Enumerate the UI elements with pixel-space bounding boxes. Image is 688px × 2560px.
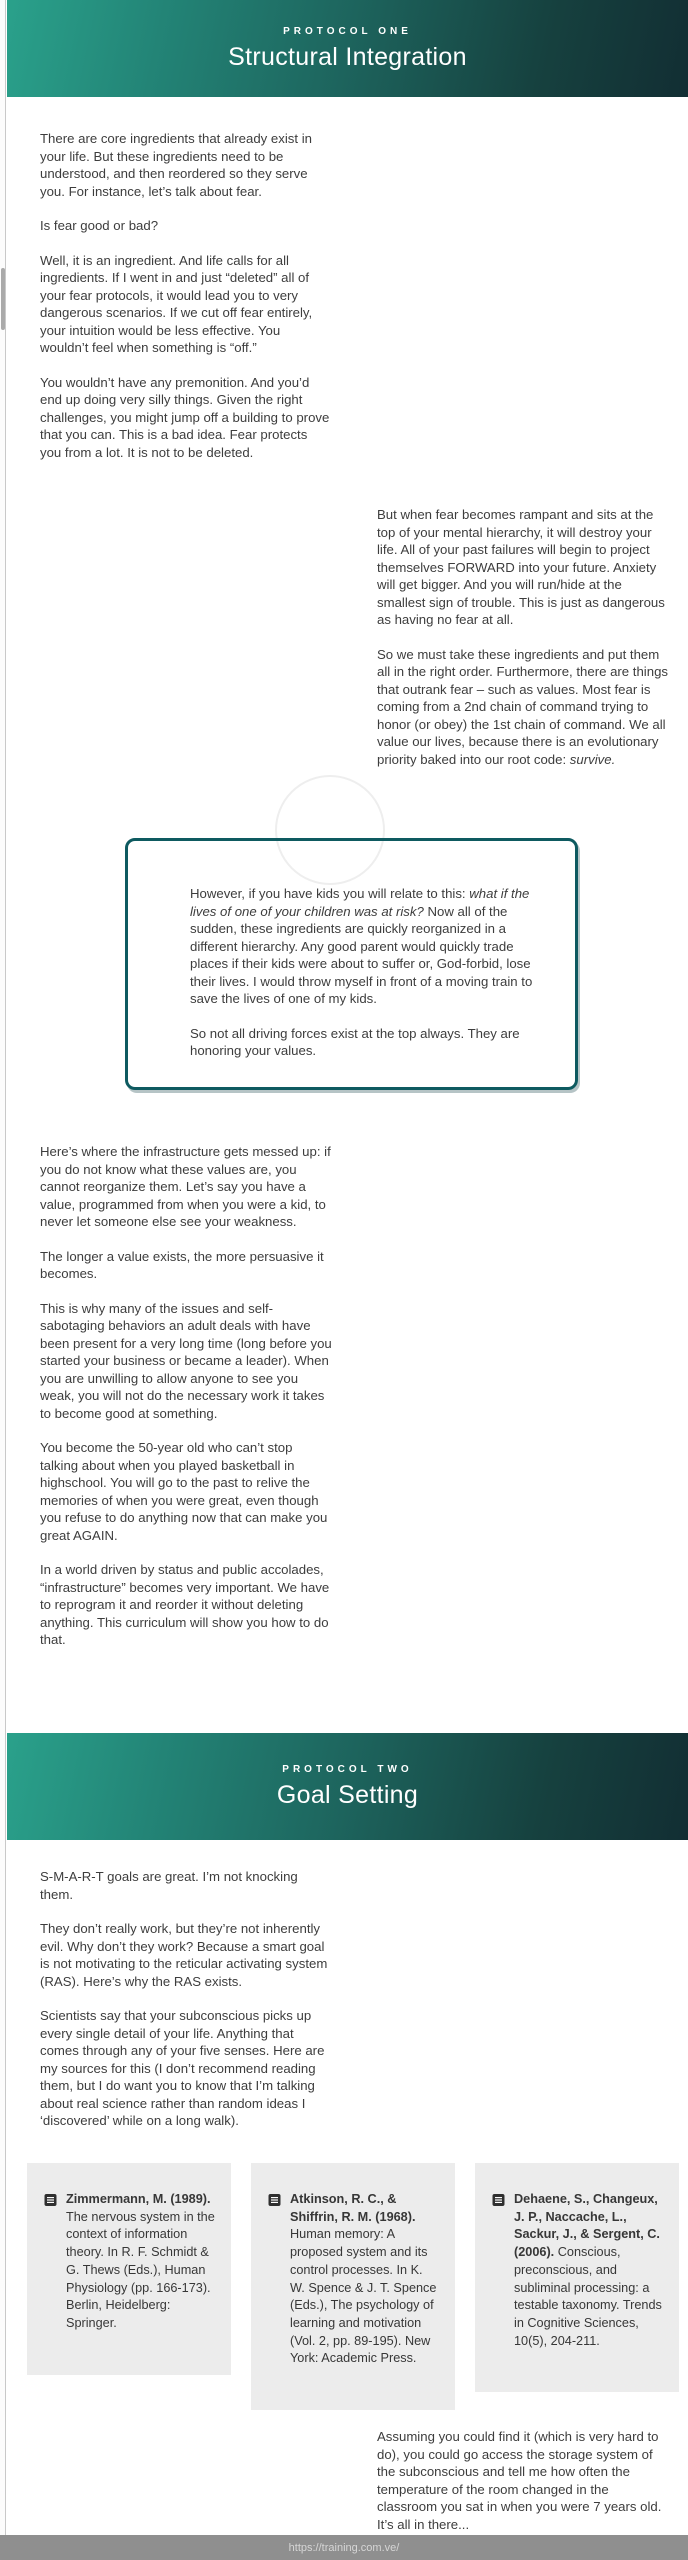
citation-text	[514, 2191, 664, 2350]
paragraph: Assuming you could find it (which is very hard to do), you could go access the storage system of the subconscious and tell me how often the temperature of the room changed in the classroom you sat in when you were 7 years old. It’s all in there...	[377, 2429, 662, 2532]
paragraph: Well, it is an ingredient. And life calls for all ingredients. If I went in and just “deleted” all of your fear protocols, it would lead you to very dangerous scenarios. If we cut off fear entirely, your intuition would be less effective. You wouldn’t feel when something is “off.”	[40, 252, 313, 355]
paragraph: The longer a value exists, the more persuasive it becomes.	[40, 1248, 324, 1281]
book-icon	[268, 2193, 281, 2207]
paragraph-text: So we must take these ingredients and put them all in the right order. Furthermore, there are things that outrank fear – such as values. Most fear is coming from a 2nd chain of command trying to honor (or obey) the 1st chain of command. We all value our lives, because there is an evolutionary priority baked into our root code:	[377, 646, 669, 767]
paragraph: You become the 50-year old who can’t stop talking about when you played basketball in highschool. You will go to the past to relive the memories of when you were great, even though you refuse to do anything now that can make you great AGAIN.	[40, 1440, 328, 1543]
paragraph: S-M-A-R-T goals are great. I’m not knocking them.	[40, 1869, 298, 1902]
paragraph: Here’s where the infrastructure gets messed up: if you do not know what these values are, you cannot reorganize them. Let’s say you have a value, programmed from when you were a kid, to never let someone else see your weakness.	[40, 1144, 331, 1229]
citation-card	[27, 2163, 231, 2375]
paragraph-text: However, if you have kids you will relate to this:	[190, 886, 470, 901]
paragraph: In a world driven by status and public accolades, “infrastructure” becomes very important. We have to reprogram it and reorder it without deleting anything. This curriculum will show you how to do that.	[40, 1562, 330, 1647]
citation-authors: Atkinson, R. C., & Shiffrin, R. M. (1968).	[290, 2192, 416, 2224]
citation-body: Human memory: A proposed system and its control processes. In K. W. Spence & J. T. Spence (Eds.), The psychology of learning and motivation (Vol. 2, pp. 89-195). New York: Academic Press.	[290, 2227, 437, 2366]
citation-text	[290, 2191, 440, 2368]
book-icon	[44, 2193, 57, 2207]
scrollbar-thumb[interactable]	[1, 268, 5, 330]
citation-text	[66, 2191, 216, 2333]
section-title: Structural Integration	[228, 42, 467, 71]
paragraph: You wouldn’t have any premonition. And you’d end up doing very silly things. Given the right challenges, you might jump off a building to prove that you can. This is a bad idea. Fear protects you from a lot. It is not to be deleted.	[40, 374, 330, 460]
citation-authors: Zimmermann, M. (1989).	[66, 2192, 211, 2206]
emphasis-text: survive.	[569, 751, 616, 767]
citation-body: Conscious, preconscious, and subliminal processing: a testable taxonomy. Trends in Cognitive Sciences, 10(5), 204-211.	[514, 2245, 662, 2348]
footer-url: https://training.com.ve/	[288, 2541, 400, 2554]
paragraph-text: Now all of the sudden, these ingredients are quickly reorganized in a different hierarchy. Any good parent would quickly trade places if their kids were about to suffer or, God-forbid, lose their lives. I would throw myself in front of a moving train to save the lives of one of my kids.	[190, 903, 533, 1006]
book-icon	[492, 2193, 505, 2207]
paragraph	[377, 646, 668, 769]
section-title: Goal Setting	[276, 1780, 419, 1809]
section-header-protocol-one	[7, 0, 688, 97]
protocol-one-intro	[40, 130, 332, 478]
protocol-one-right-column	[377, 506, 668, 785]
citation-cards	[27, 2163, 679, 2410]
protocol-two-closing	[377, 2428, 668, 2550]
scrollbar-track	[0, 0, 6, 2560]
paragraph: Scientists say that your subconscious picks up every single detail of your life. Anything that comes through any of your five senses. Here are my sources for this (I don’t recommend reading them, but I do want you to know that I’m talking about real science rather than random ideas I ‘discovered’ while on a long walk).	[40, 2008, 325, 2128]
citation-card	[475, 2163, 679, 2392]
callout-paragraph	[190, 885, 549, 1008]
paragraph: There are core ingredients that already exist in your life. But these ingredients need to be understood, and then reordered so they serve you. For instance, let’s talk about fear.	[40, 131, 312, 199]
citation-card	[251, 2163, 455, 2410]
section-header-protocol-two	[7, 1733, 688, 1840]
callout-paragraph: So not all driving forces exist at the top always. They are honoring your values.	[190, 1025, 520, 1058]
paragraph: Is fear good or bad?	[40, 218, 159, 233]
callout-box	[125, 838, 578, 1090]
section-kicker: PROTOCOL TWO	[282, 1763, 413, 1775]
emphasis-text: what if the lives of one of your children was at risk?	[190, 886, 530, 919]
citation-body: The nervous system in the context of information theory. In R. F. Schmidt & G. Thews (Eds.), Human Physiology (pp. 166-173). Berlin, Heidelberg: Springer.	[66, 2209, 215, 2330]
protocol-one-outro	[40, 1143, 332, 1666]
protocol-two-intro	[40, 1868, 332, 2147]
paragraph: This is why many of the issues and self-sabotaging behaviors an adult deals with have been present for a very long time (long before you started your business or became a leader). When you are unwilling to allow anyone to see you weak, you will not do the necessary work it takes to become good at something.	[40, 1300, 332, 1421]
citation-authors: Dehaene, S., Changeux, J. P., Naccache, L., Sackur, J., & Sergent, C. (2006).	[514, 2192, 660, 2260]
section-kicker: PROTOCOL ONE	[283, 25, 412, 37]
paragraph: They don’t really work, but they’re not inherently evil. Why don’t they work? Because a smart goal is not motivating to the reticular activating system (RAS). Here’s why the RAS exists.	[40, 1921, 328, 1989]
footer-bar	[0, 2535, 688, 2560]
paragraph: But when fear becomes rampant and sits at the top of your mental hierarchy, it will destroy your life. All of your past failures will begin to project themselves FORWARD into your future. Anxiety will get bigger. And you will run/hide at the smallest sign of trouble. This is just as dangerous as having no fear at all.	[377, 507, 665, 627]
